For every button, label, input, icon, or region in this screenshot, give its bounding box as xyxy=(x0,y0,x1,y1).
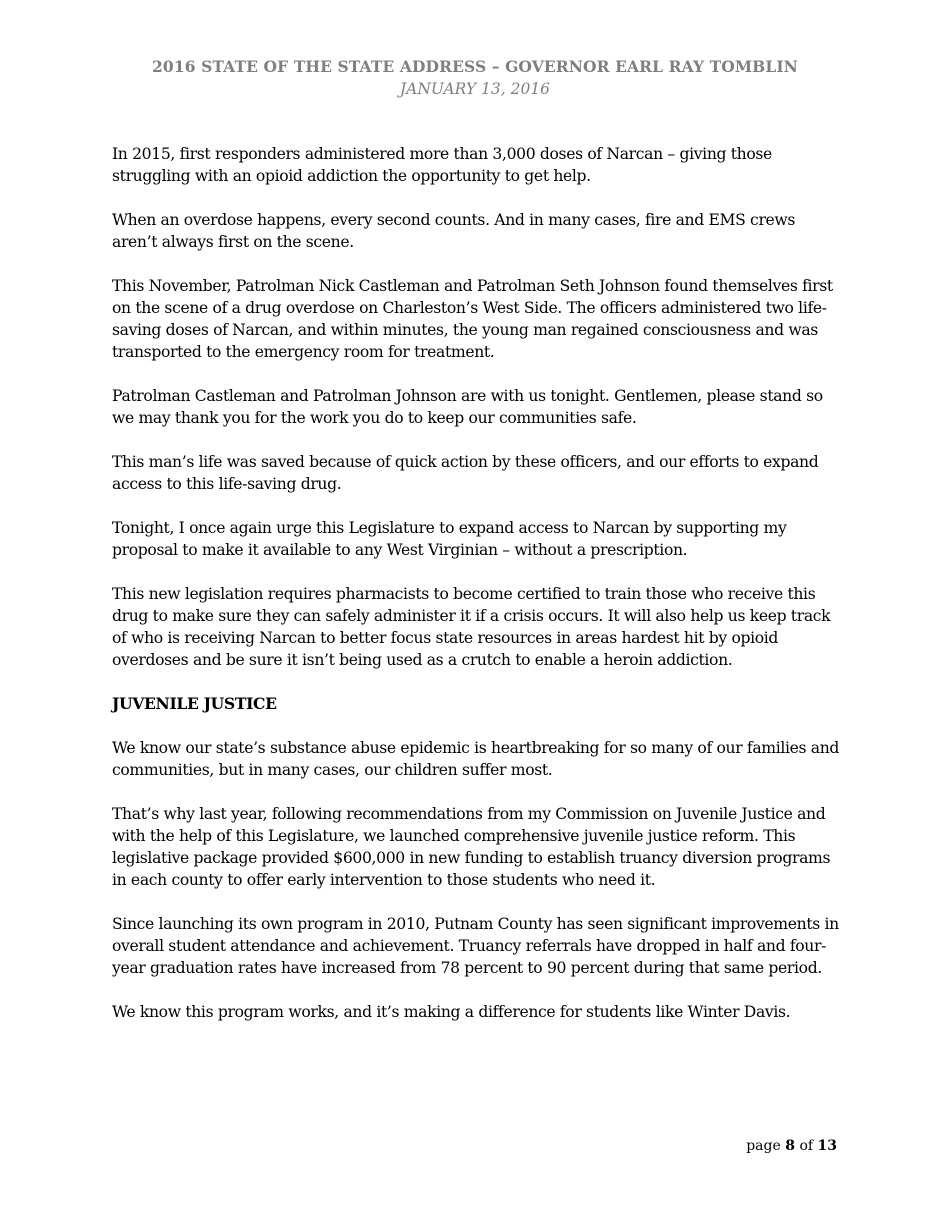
page-footer xyxy=(746,1136,837,1156)
document-body xyxy=(112,143,844,1045)
paragraph: Since launching its own program in 2010, Putnam County has seen significant improvements in overall student attendance and achievement. Truancy referrals have dropped in half and four-year graduation rates have increased from 78 percent to 90 percent during that same period. xyxy=(112,915,839,977)
page-header xyxy=(0,56,950,100)
section-heading: JUVENILE JUSTICE xyxy=(112,694,277,713)
page-total: 13 xyxy=(817,1138,837,1154)
paragraph: In 2015, first responders administered more than 3,000 doses of Narcan – giving those struggling with an opioid addiction the opportunity to get help. xyxy=(112,145,772,185)
document-date: JANUARY 13, 2016 xyxy=(399,80,551,98)
document-title: 2016 STATE OF THE STATE ADDRESS – GOVERNOR EARL RAY TOMBLIN xyxy=(152,57,798,76)
paragraph: Tonight, I once again urge this Legislature to expand access to Narcan by supporting my proposal to make it available to any West Virginian – without a prescription. xyxy=(112,519,787,559)
paragraph: When an overdose happens, every second counts. And in many cases, fire and EMS crews aren’t always first on the scene. xyxy=(112,211,796,251)
paragraph: This new legislation requires pharmacists to become certified to train those who receive this drug to make sure they can safely administer it if a crisis occurs. It will also help us keep track of who is receiving Narcan to better focus state resources in areas hardest hit by opioid overdoses and be sure it isn’t being used as a crutch to enable a heroin addiction. xyxy=(112,585,831,669)
paragraph: We know this program works, and it’s making a difference for students like Winter Davis. xyxy=(112,1003,791,1021)
paragraph: That’s why last year, following recommendations from my Commission on Juvenile Justice and with the help of this Legislature, we launched comprehensive juvenile justice reform. This legislative package provided $600,000 in new funding to establish truancy diversion programs in each county to offer early intervention to those students who need it. xyxy=(112,805,831,889)
paragraph: Patrolman Castleman and Patrolman Johnson are with us tonight. Gentlemen, please stand so we may thank you for the work you do to keep our communities safe. xyxy=(112,387,823,427)
page-of-label: of xyxy=(799,1138,814,1154)
paragraph: This man’s life was saved because of quick action by these officers, and our efforts to expand access to this life-saving drug. xyxy=(112,453,819,493)
page-number: 8 xyxy=(785,1138,795,1154)
paragraph: We know our state’s substance abuse epidemic is heartbreaking for so many of our families and communities, but in many cases, our children suffer most. xyxy=(112,739,840,779)
page-prefix: page xyxy=(746,1138,781,1154)
paragraph: This November, Patrolman Nick Castleman and Patrolman Seth Johnson found themselves first on the scene of a drug overdose on Charleston’s West Side. The officers administered two life-saving doses of Narcan, and within minutes, the young man regained consciousness and was transported to the emergency room for treatment. xyxy=(112,277,833,361)
